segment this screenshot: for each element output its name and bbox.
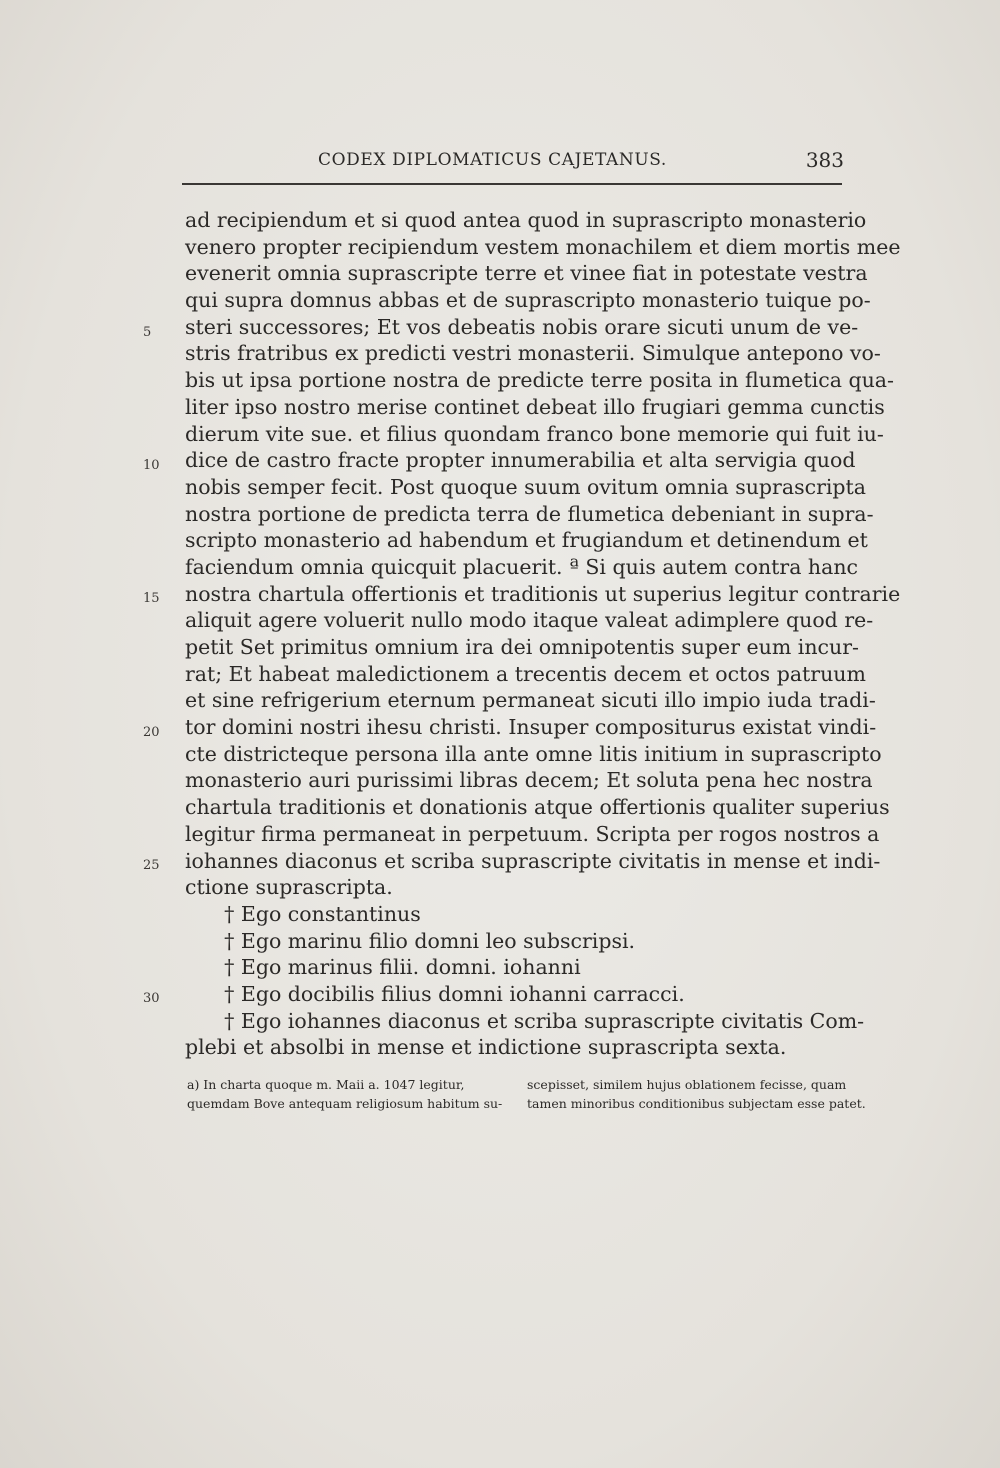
running-header xyxy=(185,148,844,174)
footnotes xyxy=(187,1075,866,1115)
text-line: ad recipiendum et si quod antea quod in suprascripto monasterio xyxy=(185,208,867,232)
text-line: nostra chartula offertionis et traditionis ut superius legitur contrarie xyxy=(185,581,901,606)
text-line: dice de castro fracte propter innumerabilia et alta servigia quod xyxy=(185,448,856,473)
footnote-line: a) In charta quoque m. Maii a. 1047 legitur, xyxy=(187,1077,465,1092)
main-text xyxy=(185,207,901,1061)
line-number-15: 15 xyxy=(143,591,160,606)
footnote-column-left xyxy=(187,1075,502,1113)
text-line: qui supra domnus abbas et de suprascripto monasterio tuique po- xyxy=(185,288,871,313)
text-line: dierum vite sue. et filius quondam franco bone memorie qui fuit iu- xyxy=(185,421,884,446)
text-line: et sine refrigerium eternum permaneat sicuti illo impio iuda tradi- xyxy=(185,688,876,713)
footnote-column-right xyxy=(527,1075,866,1113)
line-number-5: 5 xyxy=(143,325,152,340)
line-number-20: 20 xyxy=(143,725,160,740)
signature-line: † Ego marinus filii. domni. iohanni xyxy=(185,955,581,980)
text-line: faciendum omnia quicquit placuerit. ª Si quis autem contra hanc xyxy=(185,554,859,579)
footnote-line: quemdam Bove antequam religiosum habitum su- xyxy=(187,1096,503,1111)
text-line: aliquit agere voluerit nullo modo itaque valeat adimplere quod re- xyxy=(185,608,874,633)
text-line: chartula traditionis et donationis atque offertionis qualiter superius xyxy=(185,795,890,820)
text-line: petit Set primitus omnium ira dei omnipotentis super eum incur- xyxy=(185,635,859,659)
line-number-30: 30 xyxy=(143,991,160,1006)
text-line: rat; Et habeat maledictionem a trecentis decem et octos patruum xyxy=(185,661,866,686)
header-rule xyxy=(182,183,842,185)
text-line: bis ut ipsa portione nostra de predicte terre posita in flumetica qua- xyxy=(185,368,894,393)
signature-line: † Ego marinu filio domni leo subscripsi. xyxy=(185,928,636,953)
line-number-10: 10 xyxy=(143,458,160,473)
footnote-line: tamen minoribus conditionibus subjectam esse patet. xyxy=(527,1096,866,1111)
signature-line: † Ego iohannes diaconus et scriba suprascripte civitatis Com- xyxy=(185,1008,865,1033)
text-line: evenerit omnia suprascripte terre et vinee fiat in potestate vestra xyxy=(185,261,868,286)
text-line: monasterio auri purissimi libras decem; Et soluta pena hec nostra xyxy=(185,768,873,793)
text-line: steri successores; Et vos debeatis nobis orare sicuti unum de ve- xyxy=(185,314,859,339)
text-line: nostra portione de predicta terra de flumetica debeniant in supra- xyxy=(185,501,874,526)
text-line: venero propter recipiendum vestem monachilem et diem mortis mee xyxy=(185,234,901,259)
text-line: nobis semper fecit. Post quoque suum ovitum omnia suprascripta xyxy=(185,474,867,499)
signature-line: † Ego docibilis filius domni iohanni carracci. xyxy=(185,981,685,1006)
text-line: cte districteque persona illa ante omne litis initium in suprascripto xyxy=(185,741,882,766)
text-line: iohannes diaconus et scriba suprascripte civitatis in mense et indi- xyxy=(185,848,881,873)
signature-line: † Ego constantinus xyxy=(185,901,421,926)
text-line: ctione suprascripta. xyxy=(185,875,393,900)
running-title: CODEX DIPLOMATICUS CAJETANUS. xyxy=(318,150,667,170)
page-number: 383 xyxy=(805,148,844,172)
text-line: scripto monasterio ad habendum et frugiandum et detinendum et xyxy=(185,528,868,553)
text-line: tor domini nostri ihesu christi. Insuper compositurus existat vindi- xyxy=(185,715,877,740)
text-line: plebi et absolbi in mense et indictione suprascripta sexta. xyxy=(185,1035,787,1060)
text-line: liter ipso nostro merise continet debeat illo frugiari gemma cunctis xyxy=(185,394,885,419)
text-line: stris fratribus ex predicti vestri monasterii. Simulque antepono vo- xyxy=(185,341,881,366)
text-line: legitur firma permaneat in perpetuum. Scripta per rogos nostros a xyxy=(185,821,880,846)
footnote-line: scepisset, similem hujus oblationem fecisse, quam xyxy=(527,1077,847,1092)
line-number-25: 25 xyxy=(143,858,160,873)
